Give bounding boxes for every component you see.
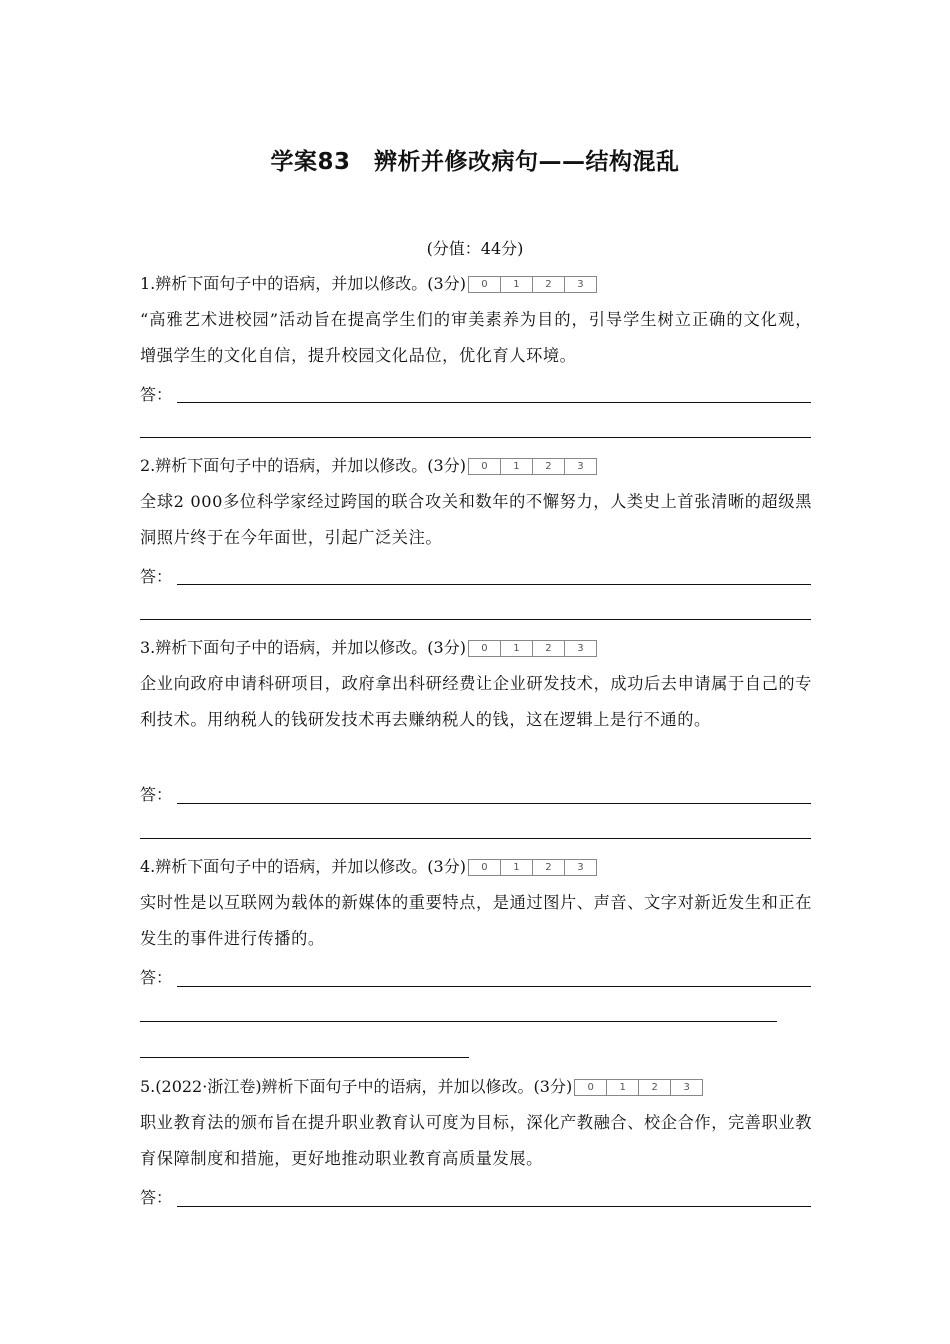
question-4-sentence: 实时性是以互联网为载体的新媒体的重要特点，是通过图片、声音、文字对新近发生和正在发生的事件进行传播的。 <box>140 893 812 948</box>
total-score-note: (分值：44分) <box>426 239 524 258</box>
question-1-answer-label: 答： <box>140 385 173 404</box>
score-cell-1: 1 <box>500 459 532 474</box>
question-2-prompt: 2.辨析下面句子中的语病，并加以修改。(3分) <box>140 456 466 475</box>
question-4-answer-label: 答： <box>140 968 173 987</box>
score-cell-2: 2 <box>638 1080 670 1095</box>
question-4-prompt: 4.辨析下面句子中的语病，并加以修改。(3分) <box>140 857 466 876</box>
question-2-heading <box>140 456 597 476</box>
question-1-heading <box>140 274 597 294</box>
question-5-score-box <box>574 1079 703 1096</box>
score-cell-1: 1 <box>500 641 532 656</box>
question-2-answer-line-1 <box>177 584 811 585</box>
question-5-sentence: 职业教育法的颁布旨在提升职业教育认可度为目标，深化产教融合、校企合作，完善职业教育保障制度和措施，更好地推动职业教育高质量发展。 <box>140 1113 812 1168</box>
question-3-prompt: 3.辨析下面句子中的语病，并加以修改。(3分) <box>140 638 466 657</box>
question-4-score-box <box>468 859 597 876</box>
question-2-answer-line-2 <box>140 619 811 620</box>
question-1-answer-line-2 <box>140 437 811 438</box>
score-cell-2: 2 <box>532 277 564 292</box>
question-4-heading <box>140 857 597 877</box>
question-1-answer-line-1 <box>177 402 811 403</box>
score-cell-0: 0 <box>481 460 488 472</box>
question-3-sentence: 企业向政府申请科研项目，政府拿出科研经费让企业研发技术，成功后去申请属于自己的专利技术。用纳税人的钱研发技术再去赚纳税人的钱，这在逻辑上是行不通的。 <box>140 674 812 729</box>
score-cell-1: 1 <box>606 1080 638 1095</box>
question-3-answer-label: 答： <box>140 785 173 804</box>
question-5-heading <box>140 1077 703 1097</box>
score-cell-0: 0 <box>481 861 488 873</box>
question-3-score-box <box>468 640 597 657</box>
question-5-answer-line-1 <box>177 1206 811 1207</box>
score-cell-3: 3 <box>564 641 596 656</box>
question-4-answer-line-2 <box>140 1021 777 1022</box>
question-3-heading <box>140 638 597 658</box>
question-1-score-box <box>468 276 597 293</box>
score-cell-2: 2 <box>532 641 564 656</box>
score-cell-0: 0 <box>587 1081 594 1093</box>
score-cell-0: 0 <box>481 278 488 290</box>
question-3-answer-line-1 <box>177 803 811 804</box>
page-title: 学案83 辨析并修改病句——结构混乱 <box>270 149 680 175</box>
question-1-sentence: “高雅艺术进校园”活动旨在提高学生们的审美素养为目的，引导学生树立正确的文化观，增强学生的文化自信，提升校园文化品位，优化育人环境。 <box>140 310 812 365</box>
score-cell-1: 1 <box>500 277 532 292</box>
question-2-sentence: 全球2 000多位科学家经过跨国的联合攻关和数年的不懈努力，人类史上首张清晰的超级黑洞照片终于在今年面世，引起广泛关注。 <box>140 492 812 547</box>
score-cell-2: 2 <box>532 459 564 474</box>
question-2-answer-label: 答： <box>140 567 173 586</box>
question-1-prompt: 1.辨析下面句子中的语病，并加以修改。(3分) <box>140 274 466 293</box>
score-cell-0: 0 <box>481 642 488 654</box>
question-4-answer-line-1 <box>177 986 811 987</box>
score-cell-3: 3 <box>564 277 596 292</box>
question-2-score-box <box>468 458 597 475</box>
score-cell-3: 3 <box>564 860 596 875</box>
question-5-prompt: 5.(2022·浙江卷)辨析下面句子中的语病，并加以修改。(3分) <box>140 1077 573 1096</box>
score-cell-3: 3 <box>564 459 596 474</box>
score-cell-2: 2 <box>532 860 564 875</box>
question-4-answer-line-3 <box>140 1057 469 1058</box>
score-cell-3: 3 <box>670 1080 702 1095</box>
question-3-answer-line-2 <box>140 838 811 839</box>
score-cell-1: 1 <box>500 860 532 875</box>
question-5-answer-label: 答： <box>140 1188 173 1207</box>
